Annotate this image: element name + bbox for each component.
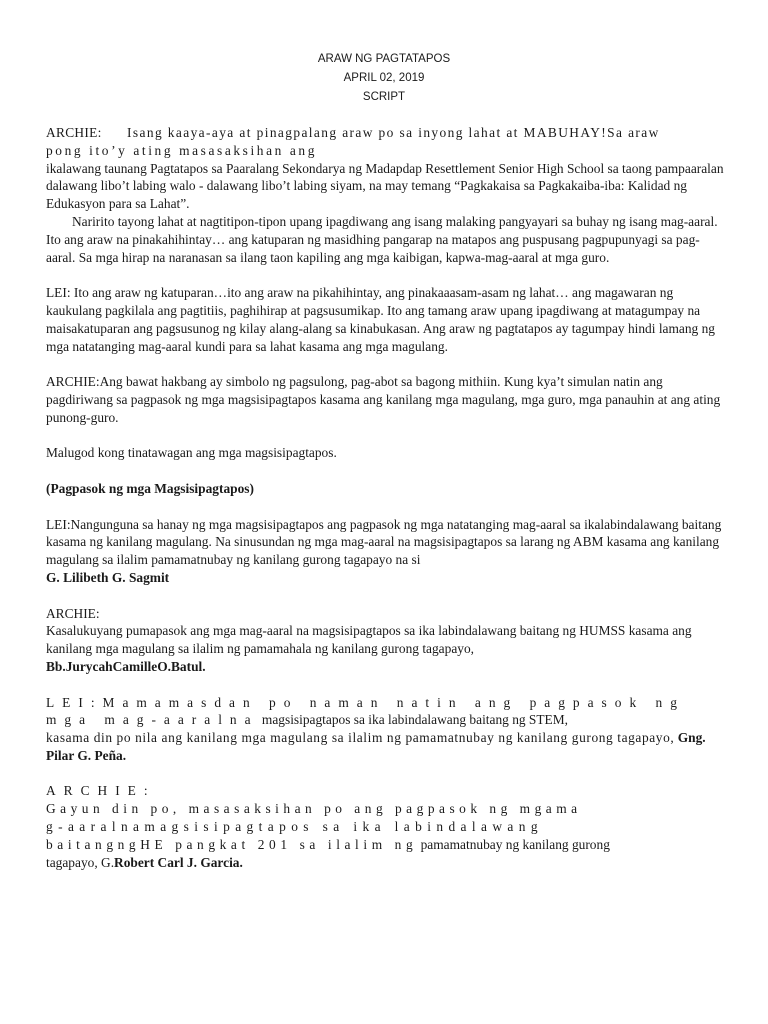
paragraph-text: ikalawang taunang Pagtatapos sa Paaralang Sekondarya ng Madapdap Resettlement Senior High School [46,160,605,176]
paragraph-lei-abm [46,516,724,587]
paragraph-text: tagapayo, G. [46,854,115,870]
paragraph-archie-he [46,782,724,871]
document-header [0,50,768,107]
paragraph-text: pamamatnubay ng kanilang gurong [417,836,610,852]
adviser-name: Gng. Pilar G. Peña. [46,730,706,763]
paragraph-text: kasama din po nila ang kanilang mga magulang sa ilalim ng pamamatnubay ng kanilang gurong tagapayo, [46,730,675,746]
paragraph-text: baitangngHE pangkat 201 sa ilalim ng [46,836,418,852]
paragraph-invitation: Malugod kong tinatawagan ang mga magsisipagtapos. [46,445,337,461]
adviser-name: G. Lilibeth G. Sagmit [46,569,170,585]
paragraph-text: LEI:Mamamasdan po naman natin ang pagpasok ng [46,694,685,710]
paragraph-archie-opening [46,124,724,213]
paragraph-text: magsisipagtapos sa ika labindalawang baitang ng STEM, [258,712,568,728]
paragraph-occasion: Naririto tayong lahat at nagtitipon-tipon upang ipagdiwang ang isang malaking pangyayari sa buhay ng isang mag-aaral. Ito ang araw na pinakahihintay… ang katuparan ng masidhing pangarap na matapos ang puspusang pagpupunyagi sa pag-aaral. Sa mga hirap na naranasan sa ilang taon kapiling ang mga kaibigan, kapwa-mag-aaral at mga guro. [46,213,718,265]
section-heading [46,480,724,498]
paragraph-text: LEI:Nangunguna sa hanay ng mga magsisipagtapos ang pagpasok ng mga natatanging mag-aaral sa ikalabindalawang baitang kasama ng kanilang magulang. Na sinusundan ng mga mag-aaral na magsisipagtapos sa larang ng ABM kasama ang kanilang magulang sa ilalim pamamatnubay ng kanilang gurong tagapayo na si [46,516,722,568]
adviser-name: Robert Carl J. Garcia. [114,854,243,870]
document-title: ARAW NG PAGTATAPOS [317,53,451,65]
speaker-label: ARCHIE: [46,783,156,799]
paragraph-lei-1: LEI: Ito ang araw ng katuparan…ito ang araw na pikahihintay, ang pinakaaasam-asam ng lahat… ang magawaran ng kaukulang pagkilala ang pagtitiis, paghihirap at pagsusumikap. Ito ang tamang araw upang ipagdiwang at matagumpay na maisakatuparan ang pagsusunog ng kilay alang-alang sa kinabukasan. Ang araw ng pagtatapos ay tagumpay hindi lamang ng mga natatanging mag-aaral kundi para sa lahat kasama ang mga magulang. [46,285,715,354]
paragraph-text: mga mag-aaralna [46,712,259,728]
paragraph-text: pong ito’y ating masasaksihan ang [46,142,317,158]
paragraph-text: g-aaralnamagsisipagtapos sa ika labindalawang [46,819,543,835]
paragraph-text: sa taong pampaaralan dalawang libo’t labing walo - dalawang libo’t labing siyam, na may temang “Pagkakaisa sa Pagkakaiba-iba: Kalidad ng Edukasyon para sa Lahat”. [46,160,724,212]
speaker-label: ARCHIE: [46,125,102,140]
paragraph-text: Isang kaaya-aya at pinagpalang araw po sa inyong lahat at MABUHAY!Sa araw [127,125,660,140]
paragraph-lei-stem [46,694,724,765]
script-body [46,124,724,871]
speaker-label: ARCHIE: [46,605,100,621]
paragraph-archie-2: ARCHIE:Ang bawat hakbang ay simbolo ng pagsulong, pag-abot sa bagong mithiin. Kung kya’t simulan natin ang pagdiriwang sa pagpasok ng mga magsisipagtapos kasama ang kanilang mga magulang, mga guro, mga panauhin at ang ating punong-guro. [46,374,721,425]
adviser-name: Bb.JurycahCamilleO.Batul. [46,658,206,674]
paragraph-text: Kasalukuyang pumapasok ang mga mag-aaral na magsisipagtapos sa ika labindalawang baitang ng HUMSS kasama ang kanilang mga magulang sa ilalim ng pamamahala ng kanilang gurong tagapayo, [46,623,692,657]
paragraph-archie-humss [46,605,724,676]
paragraph-text: Gayun din po, masasaksihan po ang pagpasok ng mgama [46,801,582,817]
document-date: APRIL 02, 2019 [343,72,425,84]
section-heading-text: (Pagpasok ng mga Magsisipagtapos) [46,480,254,496]
document-label: SCRIPT [362,91,406,103]
